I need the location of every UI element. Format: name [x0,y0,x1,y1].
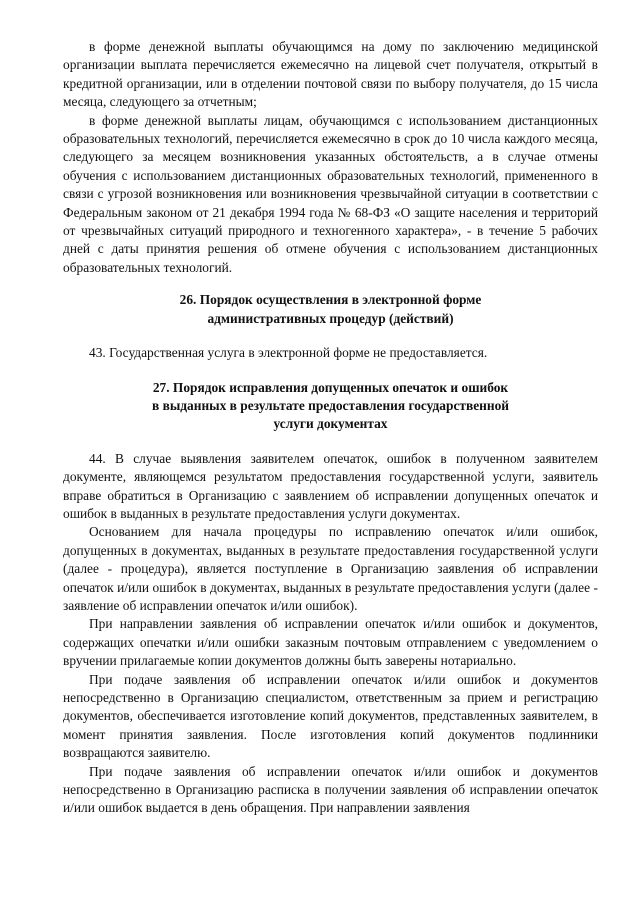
section-26-heading-line-1: 26. Порядок осуществления в электронной форме [179,292,482,308]
paragraph-44: 44. В случае выявления заявителем опечаток, ошибок в полученном заявителем документе, являющемся результатом предоставления государственной услуги, заявитель вправе обратиться в Организацию с заявлением об исправлении допущенных опечаток и ошибок в выданных в результате предоставления услуги документах. [63,450,598,521]
section-27-heading-line-3: услуги документах [273,416,388,432]
paragraph-home-education-payment: в форме денежной выплаты обучающимся на дому по заключению медицинской организации выплата перечисляется ежемесячно на лицевой счет получателя, открытый в кредитной организации, или в отделении почтовой связи по выбору получателя, до 15 числа месяца, следующего за отчетным; [63,39,598,110]
paragraph-distance-education-payment: в форме денежной выплаты лицам, обучающимся с использованием дистанционных образовательных технологий, перечисляется ежемесячно в срок до 10 числа каждого месяца, следующего за месяцем возникновения указанных обстоятельств, а в случае отмены обучения с использованием дистанционных образовательных технологий, примененного в связи с угрозой возникновения или возникновения чрезвычайной ситуации в соответствии с Федеральным законом от 21 декабря 1994 года № 68-ФЗ «О защите населения и территорий от чрезвычайных ситуаций природного и техногенного характера», - в течение 5 рабочих дней с даты принятия решения об отмене обучения с использованием дистанционных образовательных технологий. [63,112,598,275]
section-27-heading-line-2: в выданных в результате предоставления государственной [152,397,509,413]
paragraph-direct-submission-copies: При подаче заявления об исправлении опечаток и/или ошибок и документов непосредственно в Организацию специалистом, ответственным за прием и регистрацию документов, обеспечивается изготовление копий документов, представленных заявителем, в момент принятия заявления. После изготовления копий документов подлинники возвращаются заявителю. [63,671,598,761]
paragraph-procedure-basis: Основанием для начала процедуры по исправлению опечаток и/или ошибок, допущенных в документах, выданных в результате предоставления государственной услуги (далее - процедура), является поступление в Организацию заявления об исправлении опечаток и/или ошибок в документах, выданных в результате предоставления услуги (далее - заявление об исправлении опечаток и/или ошибок). [63,524,598,613]
section-26-heading-line-2: административных процедур (действий) [207,310,454,326]
section-27-heading-line-1: 27. Порядок исправления допущенных опечаток и ошибок [152,379,509,395]
paragraph-postal-submission: При направлении заявления об исправлении опечаток и/или ошибок и документов, содержащих опечатки и/или ошибки заказным почтовым отправлением с уведомлением о вручении прилагаемые копии документов должны быть заверены нотариально. [63,616,598,669]
paragraph-43: 43. Государственная услуга в электронной форме не предоставляется. [89,345,488,361]
paragraph-direct-submission-receipt: При подаче заявления об исправлении опечаток и/или ошибок и документов непосредственно в Организацию расписка в получении заявления об исправлении опечаток и/или ошибок выдается в день обращения. При направлении заявления [63,763,598,816]
